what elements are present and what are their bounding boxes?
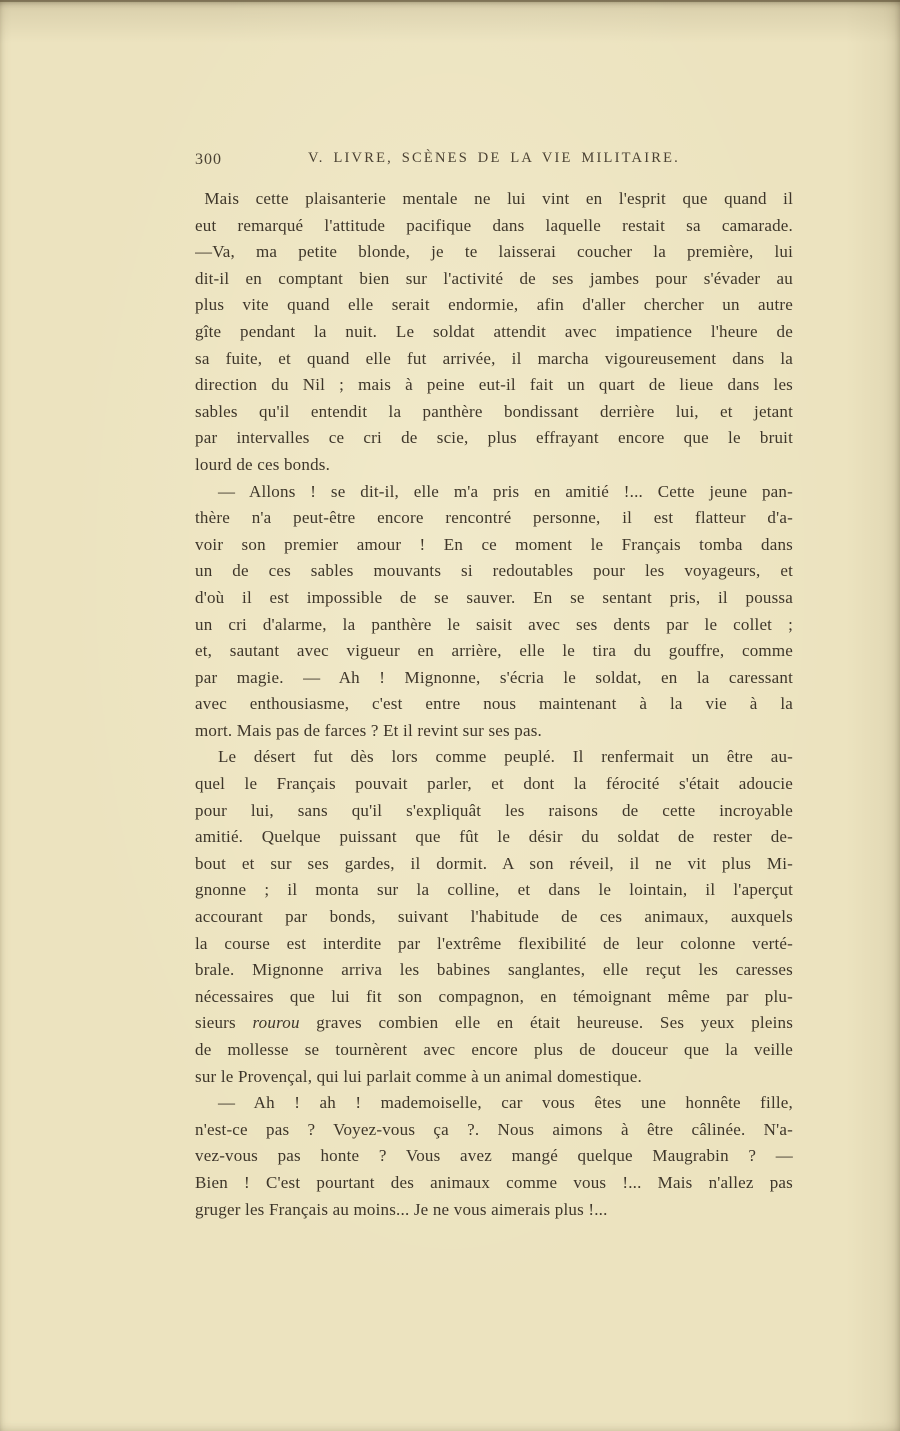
text-line: sieurs rourou graves combien elle en était heureuse. Ses yeux pleins [195, 1013, 793, 1033]
text-line: direction du Nil ; mais à peine eut-il fait un quart de lieue dans les [195, 375, 793, 395]
text-line: lourd de ces bonds. [195, 454, 331, 474]
text-line: bout et sur ses gardes, il dormit. A son réveil, il ne vit plus Mi- [195, 853, 793, 873]
paragraph [195, 186, 793, 479]
text-line: n'est-ce pas ? Voyez-vous ça ?. Nous aimons à être câlinée. N'a- [195, 1119, 793, 1139]
text-line: amitié. Quelque puissant que fût le désir du soldat de rester de- [195, 827, 793, 847]
text-line: dit-il en comptant bien sur l'activité de ses jambes pour s'évader au [195, 268, 793, 288]
text-line: de mollesse se tournèrent avec encore plus de douceur que la veille [195, 1040, 793, 1059]
text-line: un de ces sables mouvants si redoutables pour les voyageurs, et [195, 561, 793, 581]
text-line: Bien ! C'est pourtant des animaux comme vous !... Mais n'allez pas [195, 1172, 793, 1192]
text-line: par intervalles ce cri de scie, plus effrayant encore que le bruit [195, 428, 793, 448]
text-line: — Ah ! ah ! mademoiselle, car vous êtes une honnête fille, [217, 1093, 793, 1113]
running-title: V. LIVRE, SCÈNES DE LA VIE MILITAIRE. [308, 150, 680, 166]
page-header [195, 150, 793, 174]
text-line: sur le Provençal, qui lui parlait comme à un animal domestique. [195, 1066, 642, 1086]
text-line: thère n'a peut-être encore rencontré personne, il est flatteur d'a- [195, 508, 793, 528]
text-line: —Va, ma petite blonde, je te laisserai coucher la première, lui [195, 242, 793, 262]
text-line: vez-vous pas honte ? Vous avez mangé quelque Maugrabin ? — [195, 1146, 793, 1166]
text-line: d'où il est impossible de se sauver. En se sentant pris, il poussa [195, 587, 793, 607]
paragraph [195, 744, 793, 1090]
text-line: — Allons ! se dit-il, elle m'a pris en amitié !... Cette jeune pan- [217, 481, 793, 501]
text-line: mort. Mais pas de farces ? Et il revint sur ses pas. [195, 720, 543, 740]
text-line: la course est interdite par l'extrême flexibilité de leur colonne verté- [195, 933, 793, 953]
text-line: et, sautant avec vigueur en arrière, elle le tira du gouffre, comme [195, 641, 793, 661]
text-line: sables qu'il entendit la panthère bondissant derrière lui, et jetant [195, 401, 793, 421]
text-line: quel le Français pouvait parler, et dont la férocité s'était adoucie [195, 774, 793, 794]
text-line: par magie. — Ah ! Mignonne, s'écria le soldat, en la caressant [195, 667, 793, 687]
text-line: un cri d'alarme, la panthère le saisit avec ses dents par le collet ; [195, 614, 793, 634]
text-line: eut remarqué l'attitude pacifique dans laquelle restait sa camarade. [195, 215, 793, 235]
text-line: gnonne ; il monta sur la colline, et dans le lointain, il l'aperçut [195, 880, 793, 900]
page-number: 300 [195, 151, 222, 168]
text-line: plus vite quand elle serait endormie, afin d'aller chercher un autre [195, 295, 793, 315]
paragraph [195, 479, 793, 745]
text-line: sa fuite, et quand elle fut arrivée, il marcha vigoureusement dans la [195, 348, 793, 368]
text-line: accourant par bonds, suivant l'habitude de ces animaux, auxquels [195, 907, 793, 927]
text-line: gruger les Français au moins... Je ne vous aimerais plus !... [195, 1199, 608, 1219]
text-line: Mais cette plaisanterie mentale ne lui vint en l'esprit que quand il [204, 189, 793, 208]
text-line: gîte pendant la nuit. Le soldat attendit avec impatience l'heure de [195, 321, 793, 341]
text-line: brale. Mignonne arriva les babines sanglantes, elle reçut les caresses [195, 960, 793, 980]
paragraph [195, 1090, 793, 1223]
text-line: nécessaires que lui fit son compagnon, en témoignant même par plu- [195, 986, 793, 1006]
text-line: Le désert fut dès lors comme peuplé. Il renfermait un être au- [217, 747, 793, 767]
text-line: voir son premier amour ! En ce moment le Français tomba dans [195, 534, 793, 554]
text-line: avec enthousiasme, c'est entre nous maintenant à la vie à la [195, 694, 793, 714]
text-line: pour lui, sans qu'il s'expliquât les raisons de cette incroyable [195, 800, 793, 820]
text-block [195, 186, 793, 1223]
